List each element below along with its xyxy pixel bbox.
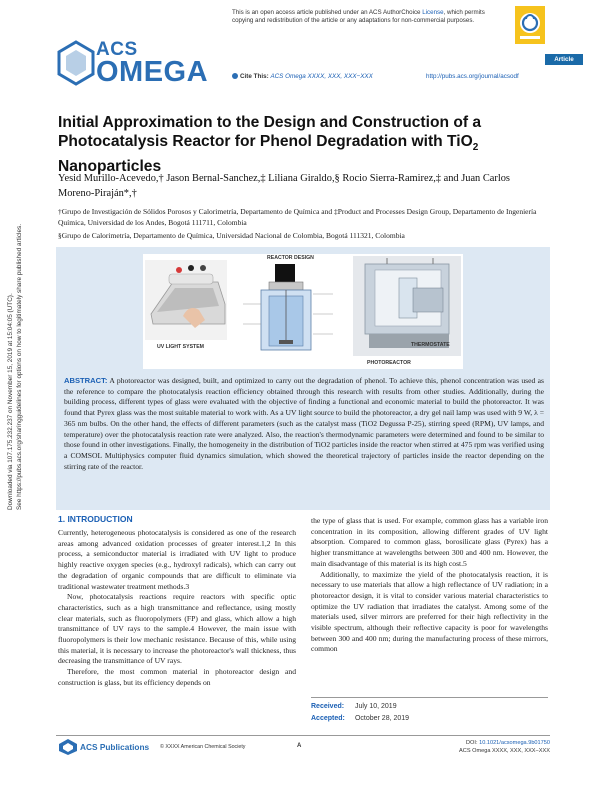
graphic-label-thermostat: THERMOSTATE: [411, 342, 450, 348]
graphic-label-lamp: UV LIGHT SYSTEM: [157, 344, 204, 350]
graphic-label-design: REACTOR DESIGN: [267, 255, 314, 261]
logo-omega-text: OMEGA: [96, 56, 209, 88]
notice-text: This is an open access article published under an ACS AuthorChoice: [232, 9, 423, 16]
affiliations: [58, 206, 548, 243]
intro-paragraph-3: Therefore, the most common material in photoreactor design and construction is glass, but its efficiency depends on: [58, 667, 296, 687]
footer-divider: [56, 735, 550, 736]
open-access-notice: [232, 9, 502, 25]
received-label: Received:: [311, 703, 345, 710]
intro-paragraph-1: Currently, heterogeneous photocatalysis is considered as one of the research areas among advanced oxidation processes of greater interest.1,2 In this process, a semiconductor material is irradiated with UV light to produce highly reactive oxygen species (e.g., hydroxyl radicals), which can carry out the degradation of organic compounds that are difficult to eliminate via traditional wastewater treatment methods.3: [58, 528, 296, 591]
footer-citation: ACS Omega XXXX, XXX, XXX−XXX: [459, 747, 550, 754]
page-number: A: [297, 743, 302, 749]
graphic-label-reactor: PHOTOREACTOR: [367, 360, 411, 366]
title-text-end: Nanoparticles: [58, 158, 162, 176]
affiliation-1: †Grupo de Investigación de Sólidos Porosos y Calorimetría, Departamento de Química and ‡Product and Processes Design Group, Departamento de Ingeniería Química, Universidad de los Andes, Bogotá 111711, Colombia: [58, 207, 537, 227]
doi-line[interactable]: [446, 740, 550, 748]
acs-omega-logo-icon: [56, 40, 96, 86]
intro-paragraph-2: Now, photocatalysis reactions require reactors with specific optic characteristics, such as a high transmittance and reflectance, using mostly clear materials, such as fluoropolymers (FP) and glass, which allow a high transmittance of UV rays to the sample.4 However, the main issue with fluoropolymers is their low mechanic resistance. Because of this, while using this material, it is necessary to increase the photoreactor's wall thickness, thus decreasing the transmittance of UV rays.: [58, 592, 296, 666]
cite-reference: ACS Omega XXXX, XXX, XXX−XXX: [270, 73, 373, 80]
intro-paragraph-5: Additionally, to maximize the yield of the photocatalysis reaction, it is necessary to use materials that allow a high reflectance of UV radiation; in a photoreactor design, it is vital to consider various material characteristics to optimize the UV radiation that irradiates the catalyst. Among some of the materials used, silver mirrors are preferred for their high reflectivity in the visible spectrum, although their reflective capacity is poor for wavelengths between 300 and 400 nm; during the manufacturing process of these mirrors, common: [311, 569, 548, 654]
abstract-graphic: [143, 254, 463, 369]
article-type-tag: Article: [545, 54, 583, 65]
notice-text-suffix: , which permits copying and redistribution of the article or any adaptations for non-commercial purposes.: [232, 9, 485, 24]
license-link[interactable]: License: [422, 9, 444, 16]
received-date: [311, 701, 548, 713]
affiliation-2: §Grupo de Calorimetría, Departamento de Química, Universidad Nacional de Colombia, Bogotá 111321, Colombia: [58, 231, 405, 240]
title-subscript: 2: [472, 142, 479, 154]
cite-label: Cite This:: [240, 73, 269, 80]
authorchoice-badge-icon: [515, 6, 545, 44]
abstract-label: ABSTRACT:: [64, 376, 108, 385]
sidebar-sharing-line[interactable]: See https://pubs.acs.org/sharingguidelines for options on how to legitimately share published articles.: [16, 224, 23, 510]
accepted-value: October 28, 2019: [354, 715, 410, 722]
received-value: July 10, 2019: [354, 703, 397, 710]
history-dates: [311, 697, 548, 725]
acs-publications-logo-icon: [58, 738, 78, 756]
accepted-date: [311, 713, 548, 725]
doi-label: DOI:: [466, 740, 480, 746]
accepted-label: Accepted:: [311, 715, 345, 722]
reactor-graphic-icon: [143, 254, 463, 369]
logo-acs-text: ACS: [96, 39, 138, 60]
cite-this[interactable]: [232, 73, 373, 80]
cite-icon: [232, 73, 238, 79]
doi-block: [446, 740, 550, 755]
download-sidebar: [6, 210, 32, 510]
right-column: [311, 516, 548, 655]
abstract-text: [64, 376, 544, 472]
intro-paragraph-4: the type of glass that is used. For example, common glass has a variable iron concentration in its composition, allowing different grades of UV light absorption. Compared to common glass, borosilicate glass (Pyrex) has a higher transmittance at wavelengths between 300 and 400 nm. However, the main disadvantage of this material is its high cost.5: [311, 516, 548, 568]
copyright: © XXXX American Chemical Society: [160, 744, 246, 750]
sidebar-download-line: Downloaded via 107.175.232.237 on November 15, 2019 at 15:04:05 (UTC).: [7, 293, 14, 510]
title-text: Initial Approximation to the Design and Construction of a Photocatalysis Reactor for Phenol Degradation with TiO: [58, 114, 482, 150]
acs-publications-text: ACS Publications: [80, 742, 150, 752]
left-column: [58, 528, 296, 689]
author-list: Yesid Murillo-Acevedo,† Jason Bernal-Sanchez,‡ Liliana Giraldo,§ Rocio Sierra-Ramirez,‡ and Juan Carlos Moreno-Piraján*,†: [58, 173, 510, 199]
abstract-body: A photoreactor was designed, built, and optimized to carry out the degradation of phenol. To achieve this, phenol concentration was used as the reference to compare the photocatalysis reaction efficiency obtained through this research with results from other studies. Additionally, during the building process, different types of glass were evaluated with the objective of finding a functional and economic material to build the photoreactor. It was found that Pyrex glass was the most suitable material to work with. As a UV light source to build the photoreactor, a dry gel nail lamp was used with 9 W, λ = 365 nm bulbs. On the other hand, the effects of different parameters (such as the catalyst mass (TiO2 Degussa P-25), stirring speed (RPM), UV lamps, and temperature) over the photocatalysis reaction rate were analyzed. Also, the reaction's thermodynamic parameters were determined and found to be similar to those found in other investigations. Finally, the homogeneity in the distribution of TiO2 particles inside the reactor when stirred at 475 rpm was verified using a COMSOL Multiphysics computer fluid dynamics simulation, which showed the theoretical trajectory of particles inside the reactor depending on the stirring rate of the reactor.: [64, 376, 544, 471]
paper-title: [58, 113, 548, 176]
section-heading-introduction: 1. INTRODUCTION: [58, 514, 133, 524]
doi-link[interactable]: 10.1021/acsomega.9b01750: [479, 740, 550, 746]
journal-url-link[interactable]: http://pubs.acs.org/journal/acsodf: [426, 73, 519, 80]
